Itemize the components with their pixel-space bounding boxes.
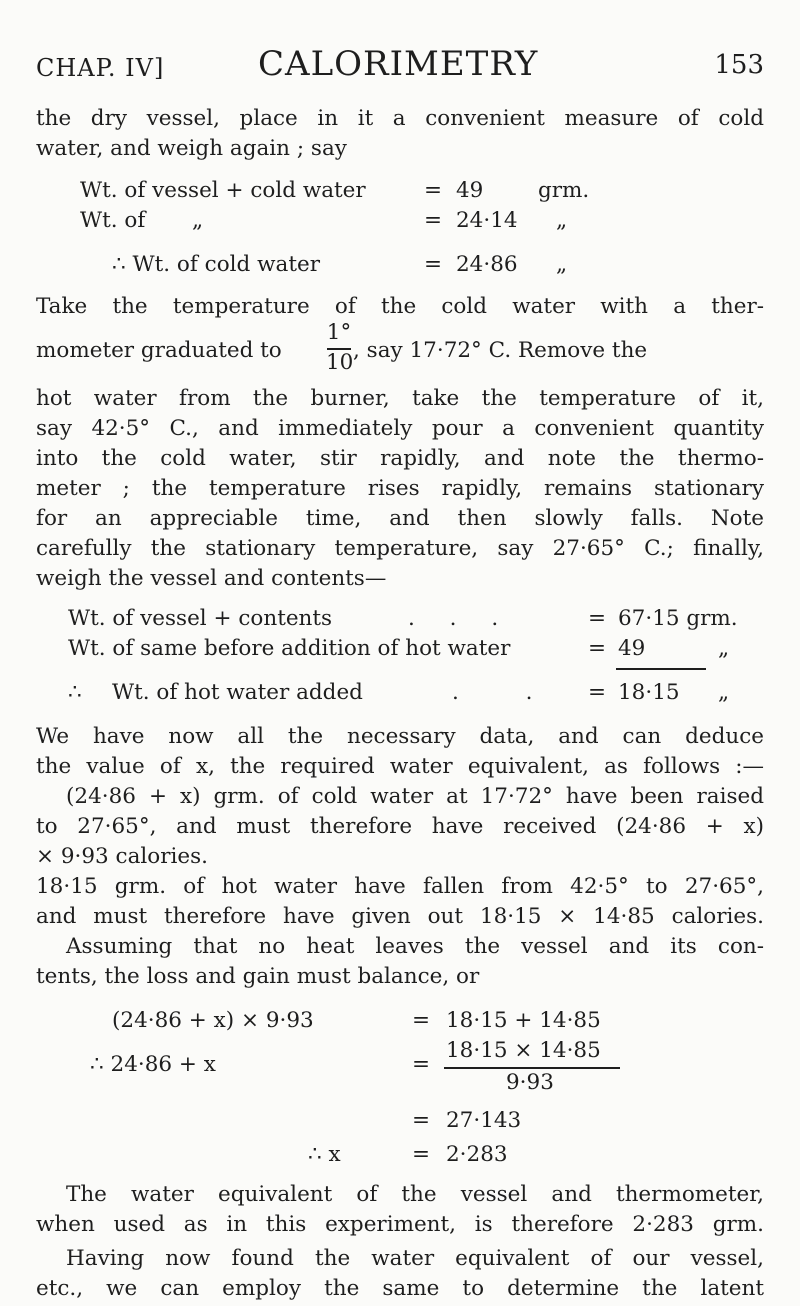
running-title: CALORIMETRY: [258, 44, 539, 84]
weight-value: 67·15 grm.: [618, 606, 738, 631]
text-line: meter ; the temperature rises rapidly, remains stationary: [36, 476, 764, 501]
weight-value: 49: [618, 636, 646, 661]
therefore-sign: ∴: [68, 680, 82, 705]
equals-sign: =: [424, 252, 443, 277]
equals-sign: =: [412, 1108, 431, 1133]
text-line: The water equivalent of the vessel and thermometer,: [66, 1182, 764, 1207]
text-line: water, and weigh again ; say: [36, 136, 347, 161]
text-line: Assuming that no heat leaves the vessel and its con-: [66, 934, 764, 959]
equals-sign: =: [424, 208, 443, 233]
text-line-part: , say 17·72° C. Remove the: [353, 338, 648, 363]
leader-dots: . . .: [408, 606, 513, 631]
text-line: 18·15 grm. of hot water have fallen from 42·5° to 27·65°,: [36, 874, 764, 899]
weight-value: 49: [456, 178, 484, 203]
chapter-label: CHAP. IV]: [36, 54, 165, 82]
equals-sign: =: [412, 1142, 431, 1167]
equals-sign: =: [588, 680, 607, 705]
equals-sign: =: [588, 606, 607, 631]
sum-rule: [616, 668, 706, 670]
ditto-mark: „: [192, 208, 204, 233]
ditto-mark: „: [556, 208, 568, 233]
weight-label: Wt. of vessel + cold water: [80, 178, 366, 203]
equals-sign: =: [424, 178, 443, 203]
text-line: etc., we can employ the same to determine the latent: [36, 1276, 764, 1301]
text-line: into the cold water, stir rapidly, and note the thermo-: [36, 446, 764, 471]
equals-sign: =: [588, 636, 607, 661]
text-line: for an appreciable time, and then slowly falls. Note: [36, 506, 764, 531]
page-number: 153: [714, 50, 764, 80]
text-line-part: mometer graduated to: [36, 338, 282, 363]
text-line: weigh the vessel and contents—: [36, 566, 387, 591]
fraction-numerator: 18·15 × 14·85: [446, 1038, 601, 1063]
weight-value: 24·86: [456, 252, 518, 277]
ditto-mark: „: [718, 636, 730, 661]
text-line: the dry vessel, place in it a convenient measure of cold: [36, 106, 764, 131]
equation-lhs: ∴ 24·86 + x: [90, 1052, 216, 1077]
text-line: to 27·65°, and must therefore have received (24·86 + x): [36, 814, 764, 839]
text-line: tents, the loss and gain must balance, or: [36, 964, 480, 989]
text-line: × 9·93 calories.: [36, 844, 208, 869]
weight-value: 18·15: [618, 680, 680, 705]
text-line: say 42·5° C., and immediately pour a convenient quantity: [36, 416, 764, 441]
text-line: hot water from the burner, take the temperature of it,: [36, 386, 764, 411]
equation-rhs: 27·143: [446, 1108, 522, 1133]
weight-value: 24·14: [456, 208, 518, 233]
text-line: (24·86 + x) grm. of cold water at 17·72° have been raised: [66, 784, 764, 809]
text-line: the value of x, the required water equivalent, as follows :—: [36, 754, 764, 779]
text-line: Having now found the water equivalent of our vessel,: [66, 1246, 764, 1271]
ditto-mark: „: [556, 252, 568, 277]
equation-rhs: 2·283: [446, 1142, 508, 1167]
leader-dots: . .: [452, 680, 563, 705]
weight-label: Wt. of hot water added: [112, 680, 363, 705]
running-header: [36, 44, 764, 88]
weight-label: Wt. of: [80, 208, 146, 233]
fraction-numerator: 1°: [326, 320, 352, 345]
equals-sign: =: [412, 1008, 431, 1033]
text-line: and must therefore have given out 18·15 × 14·85 calories.: [36, 904, 764, 929]
equation-lhs: ∴ x: [308, 1142, 341, 1167]
equation-rhs: 18·15 + 14·85: [446, 1008, 601, 1033]
equation-lhs: (24·86 + x) × 9·93: [112, 1008, 314, 1033]
weight-label: Wt. of same before addition of hot water: [68, 636, 511, 661]
weight-label: ∴ Wt. of cold water: [112, 252, 320, 277]
equals-sign: =: [412, 1052, 431, 1077]
fraction-denominator: 10: [326, 350, 354, 375]
weight-label: Wt. of vessel + contents: [68, 606, 333, 631]
ditto-mark: „: [718, 680, 730, 705]
text-line: We have now all the necessary data, and can deduce: [36, 724, 764, 749]
fraction-denominator: 9·93: [506, 1070, 554, 1095]
weight-unit: grm.: [538, 178, 590, 203]
text-line: Take the temperature of the cold water with a ther-: [36, 294, 764, 319]
text-line: carefully the stationary temperature, say 27·65° C.; finally,: [36, 536, 764, 561]
text-line: when used as in this experiment, is therefore 2·283 grm.: [36, 1212, 764, 1237]
